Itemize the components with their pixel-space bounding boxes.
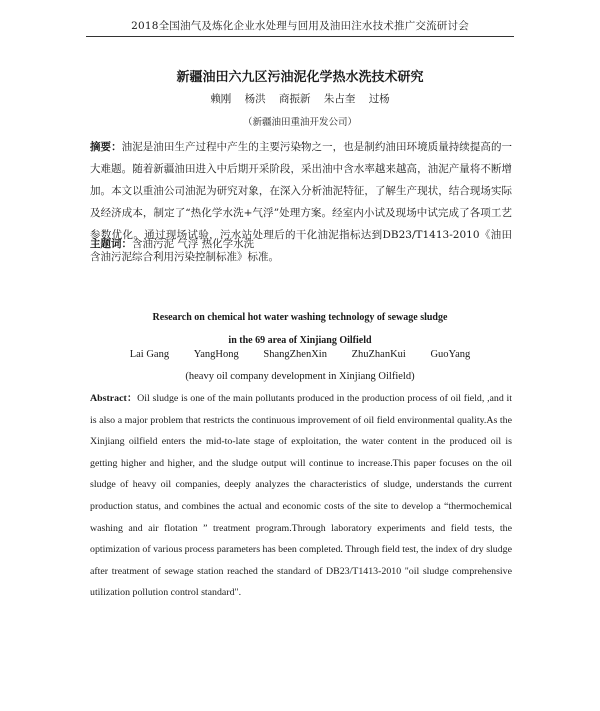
author-en: ZhuZhanKui [351,349,406,360]
abstract-text-en: Oil sludge is one of the main pollutants produced in the production process of oil field, ,and it is also a major problem that restricts the continuous improvement of oil field environmental quality.As the Xinjiang oilfield enters the mid-to-late stage of exploitation, the water content in the produced oil is getting higher and higher, and the sludge output will continue to increase.This paper focuses on the oil sludge of heavy oil companies, deeply analyzes the characteristics of sludge, understands the current production status, and combines the actual and economic costs of the site to develop a “thermochemical washing and air flotation ” treatment program.Through laboratory experiments and field tests, the optimization of various process parameters has been completed. Through field test, the index of dry sludge after treatment of sewage station reached the standard of DB23/T1413-2010 "oil sludge comprehensive utilization pollution control standard". [90,393,513,599]
author-cn: 朱占奎 [323,93,356,105]
author-en: ShangZhenXin [263,349,327,360]
author-cn: 过杨 [368,93,390,105]
paper-title-cn: 新疆油田六九区污油泥化学热水洗技术研究 [176,70,424,85]
keywords-cn [90,236,512,252]
abstract-label-cn: 摘要： [90,141,122,153]
author-cn: 赖刚 [210,93,232,105]
abstract-en [90,388,512,604]
keywords-label-cn: 主题词： [90,238,132,250]
author-en: YangHong [193,349,239,360]
author-cn: 商振新 [279,93,311,105]
abstract-text-cn: 油泥是油田生产过程中产生的主要污染物之一，也是制约油田环境质量持续提高的一大难题。随着新疆油田进入中后期开采阶段，采出油中含水率越来越高，油泥产量将不断增加。本文以重油公司油泥为研究对象，在深入分析油泥特征，了解生产现状，结合现场实际及经济成本，制定了“热化学水洗+气浮”处理方案。经室内小试及现场中试完成了各项工艺参数优化。通过现场试验，污水站处理后的干化油泥指标达到DB23/T1413-2010《油田含油污泥综合利用污染控制标准》标准。 [90,141,513,263]
paper-title-en-line2: in the 69 area of Xinjiang Oilfield [228,335,372,346]
paper-title-en-line1: Research on chemical hot water washing technology of sewage sludge [152,312,448,323]
author-en: GuoYang [430,349,471,360]
abstract-label-en: Abstract： [90,393,138,404]
conference-header: 2018全国油气及炼化企业水处理与回用及油田注水技术推广交流研讨会 [131,20,469,32]
paper-title-en [0,306,600,352]
keywords-text-cn: 含油污泥 气浮 热化学水洗 [132,238,255,250]
author-list-en [0,349,600,360]
header-rule [86,36,514,37]
affiliation-cn: （新疆油田重油开发公司） [242,117,357,128]
affiliation-en: (heavy oil company development in Xinjiang Oilfield) [185,371,415,382]
author-en: Lai Gang [129,349,170,360]
author-list-cn [0,91,600,106]
author-cn: 杨洪 [244,93,266,105]
